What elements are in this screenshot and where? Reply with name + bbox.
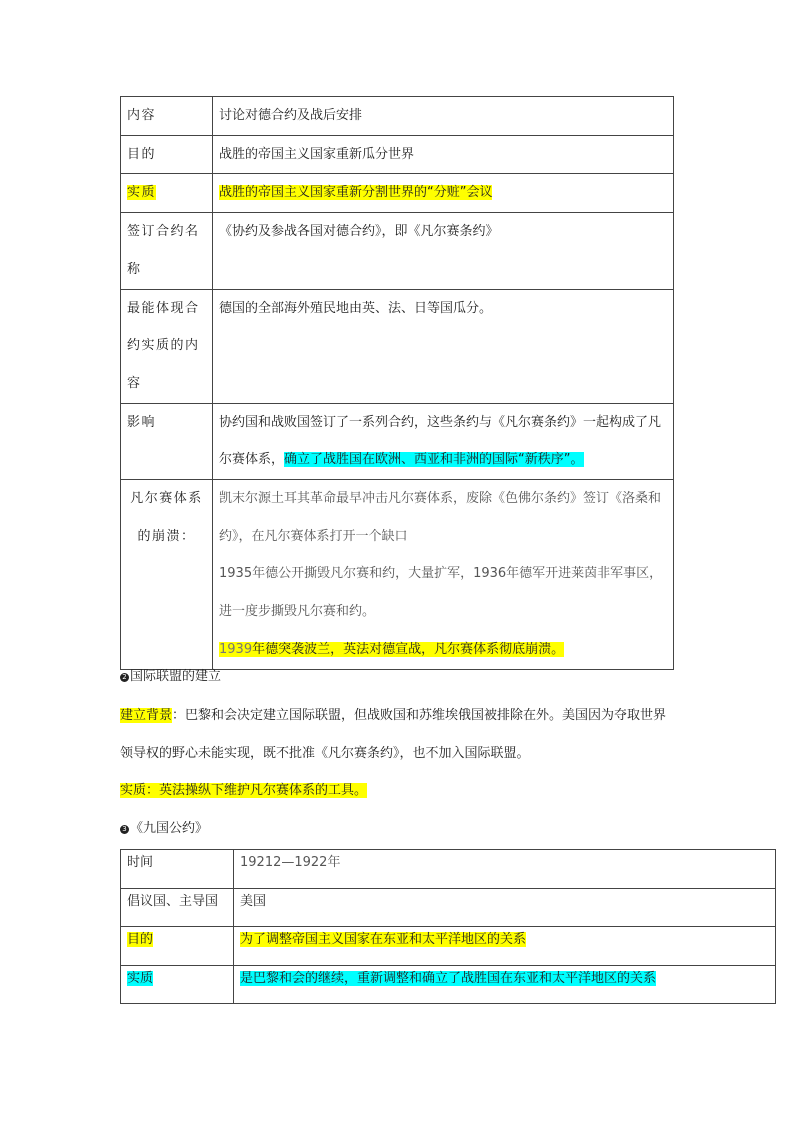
highlight: 实质 bbox=[127, 970, 154, 986]
row-value bbox=[234, 965, 776, 1004]
table-row bbox=[121, 403, 674, 479]
collapse-paragraph: 凯末尔源土耳其革命最早冲击凡尔赛体系，废除《色佛尔条约》签订《洛桑和约》，在凡尔赛体系打开一个缺口 bbox=[219, 491, 662, 544]
highlight: 战胜的帝国主义国家重新分割世界的“分赃”会议 bbox=[219, 185, 493, 201]
section-paragraph bbox=[120, 772, 680, 810]
row-value: 19212—1922年 bbox=[234, 850, 776, 889]
section-heading bbox=[120, 658, 680, 696]
year-highlight: 1939 bbox=[219, 641, 253, 657]
highlight: 建立背景 bbox=[120, 708, 173, 723]
row-key bbox=[121, 174, 213, 213]
background-text: ：巴黎和会决定建立国际联盟，但战败国和苏维埃俄国被排除在外。美国因为夺取世界领导权的野心未能实现，既不批准《凡尔赛条约》，也不加入国际联盟。 bbox=[120, 708, 667, 761]
section-title: 国际联盟的建立 bbox=[130, 669, 222, 684]
row-key: 凡尔赛体系的崩溃： bbox=[121, 480, 213, 670]
row-value bbox=[213, 403, 674, 479]
section-title: 《九国公约》 bbox=[130, 821, 209, 836]
table-row bbox=[121, 135, 674, 174]
highlight: 确立了战胜国在欧洲、西亚和非洲的国际“新秩序”。 bbox=[284, 452, 584, 468]
row-key: 时间 bbox=[121, 850, 234, 889]
row-key: 签订合约名称 bbox=[121, 213, 213, 289]
section-heading bbox=[120, 810, 680, 848]
row-key: 最能体现合约实质的内容 bbox=[121, 289, 213, 403]
versailles-table bbox=[120, 96, 674, 670]
highlight: 实质：英法操纵下维护凡尔赛体系的工具。 bbox=[120, 783, 368, 798]
row-value: 战胜的帝国主义国家重新瓜分世界 bbox=[213, 135, 674, 174]
highlight: 目的 bbox=[127, 932, 154, 947]
table-row bbox=[121, 174, 674, 213]
row-key bbox=[121, 965, 234, 1004]
highlight: 年德突袭波兰，英法对德宣战，凡尔赛体系彻底崩溃。 bbox=[252, 641, 565, 657]
table-row bbox=[121, 888, 776, 927]
row-value bbox=[234, 927, 776, 966]
table-row bbox=[121, 480, 674, 670]
highlight: 为了调整帝国主义国家在东亚和太平洋地区的关系 bbox=[240, 932, 527, 947]
row-value bbox=[213, 174, 674, 213]
influence-text: 协约国和战败国签订了一系列合约，这些条约与《凡尔赛条约》一起构成了凡尔赛体系， bbox=[219, 414, 662, 468]
table-row bbox=[121, 850, 776, 889]
row-value: 讨论对德合约及战后安排 bbox=[213, 97, 674, 136]
number-badge: 3 bbox=[120, 825, 129, 834]
table-row bbox=[121, 965, 776, 1004]
highlight: 实质 bbox=[127, 185, 157, 201]
table-row bbox=[121, 213, 674, 289]
row-value bbox=[213, 480, 674, 670]
collapse-paragraph: 1935年德公开撕毁凡尔赛和约，大量扩军，1936年德军开进莱茵非军事区，进一度步撕毁凡尔赛和约。 bbox=[219, 566, 663, 620]
row-value: 德国的全部海外殖民地由英、法、日等国瓜分。 bbox=[213, 289, 674, 403]
row-key: 影响 bbox=[121, 403, 213, 479]
table-row bbox=[121, 97, 674, 136]
row-key: 目的 bbox=[121, 135, 213, 174]
table-row bbox=[121, 289, 674, 403]
highlight: 是巴黎和会的继续，重新调整和确立了战胜国在东亚和太平洋地区的关系 bbox=[240, 970, 657, 986]
row-value: 《协约及参战各国对德合约》，即《凡尔赛条约》 bbox=[213, 213, 674, 289]
section-paragraph bbox=[120, 697, 676, 773]
row-key: 内容 bbox=[121, 97, 213, 136]
row-key bbox=[121, 927, 234, 966]
nine-power-table bbox=[120, 849, 776, 1004]
row-value: 美国 bbox=[234, 888, 776, 927]
number-badge: 2 bbox=[120, 673, 129, 682]
row-key: 倡议国、主导国 bbox=[121, 888, 234, 927]
table-row bbox=[121, 927, 776, 966]
